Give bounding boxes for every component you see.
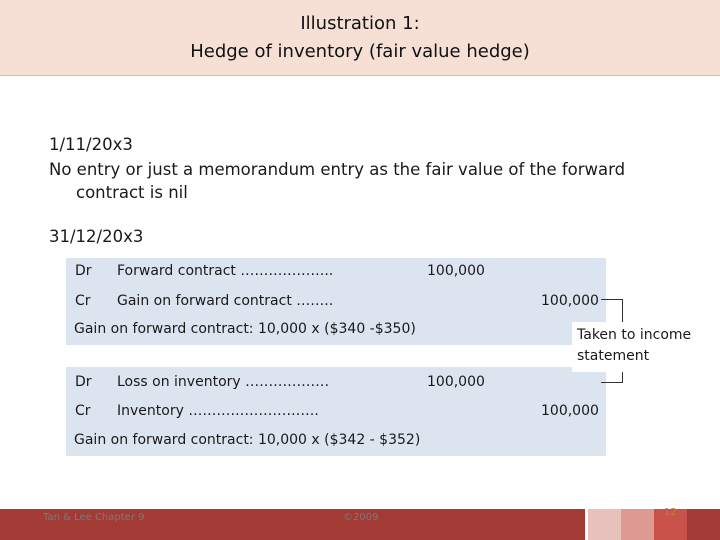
slide-title-line1: Illustration 1:: [300, 13, 420, 34]
footer-segment-dark: [687, 509, 720, 540]
page-number: 12: [664, 507, 677, 518]
date-1: 1/11/20x3: [49, 135, 133, 154]
footer-bar: [0, 509, 720, 540]
bracket-bottom-line: [601, 382, 623, 383]
entry2-dr-side: Dr: [75, 374, 92, 390]
entry2-note: Gain on forward contract: 10,000 x ($342 - $352): [74, 432, 421, 448]
bracket-top-line: [601, 299, 623, 300]
entry1-dr-account: Forward contract ………………..: [117, 263, 334, 279]
entry2-cr-credit: 100,000: [541, 403, 599, 419]
title-band: [0, 0, 720, 76]
bracket-top-stem: [622, 299, 623, 323]
callout-line2: statement: [577, 348, 650, 364]
footer-chapter-label: Tan & Lee Chapter 9: [43, 512, 145, 523]
income-statement-callout: [572, 322, 706, 372]
entry1-note: Gain on forward contract: 10,000 x ($340 -$350): [74, 321, 416, 337]
intro-text-line2: contract is nil: [76, 183, 188, 202]
entry2-dr-account: Loss on inventory ………………: [117, 374, 330, 390]
entry2-cr-side: Cr: [75, 403, 91, 419]
entry1-cr-credit: 100,000: [541, 293, 599, 309]
entry1-dr-debit: 100,000: [427, 263, 485, 279]
footer-segment-light: [588, 509, 621, 540]
footer-segment-medium: [621, 509, 654, 540]
entry2-cr-account: Inventory ……………………….: [117, 403, 319, 419]
entry1-cr-side: Cr: [75, 293, 91, 309]
entry1-dr-side: Dr: [75, 263, 92, 279]
intro-text-line1: No entry or just a memorandum entry as the fair value of the forward: [49, 160, 626, 179]
footer-copyright: ©2009: [343, 512, 379, 523]
slide-title-line2: Hedge of inventory (fair value hedge): [190, 41, 530, 62]
entry1-cr-account: Gain on forward contract ……..: [117, 293, 334, 309]
date-2: 31/12/20x3: [49, 227, 144, 246]
callout-line1: Taken to income: [577, 327, 692, 343]
entry2-dr-debit: 100,000: [427, 374, 485, 390]
